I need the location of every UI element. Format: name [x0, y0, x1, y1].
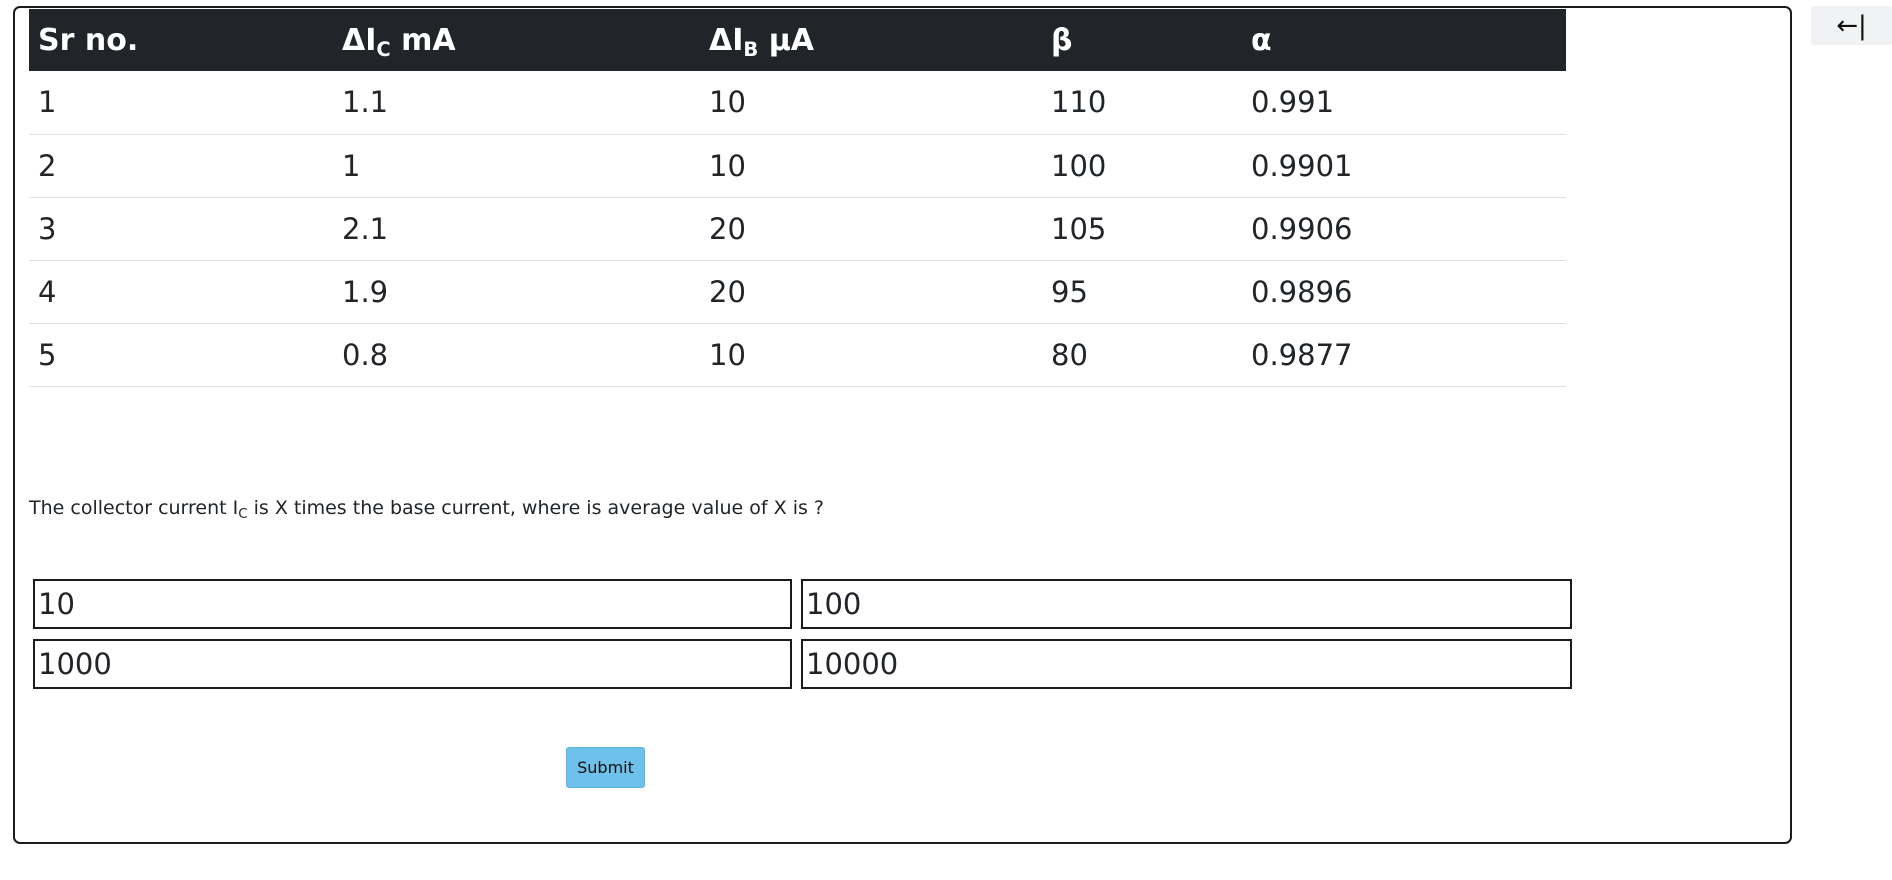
cell-alpha: 0.9901	[1242, 134, 1566, 197]
cell-ib: 20	[700, 197, 1042, 260]
question-part1: The collector current I	[29, 497, 239, 519]
cell-beta: 80	[1042, 323, 1242, 386]
cell-ib: 10	[700, 71, 1042, 134]
table-row	[29, 197, 1566, 260]
cell-alpha: 0.991	[1242, 71, 1566, 134]
header-beta: β	[1042, 9, 1242, 71]
arrow-left-bar-icon: ←|	[1836, 10, 1867, 41]
header-delta-ib-sub: B	[743, 37, 759, 61]
header-delta-ic-sub: C	[376, 37, 391, 61]
header-delta-ic	[333, 9, 700, 71]
table-row	[29, 323, 1566, 386]
cell-ic: 1.9	[333, 260, 700, 323]
cell-sr: 3	[29, 197, 333, 260]
header-delta-ic-prefix: ΔI	[342, 22, 377, 58]
observation-table	[29, 9, 1566, 387]
header-delta-ic-unit: mA	[390, 22, 456, 58]
header-alpha: α	[1242, 9, 1566, 71]
header-delta-ib	[700, 9, 1042, 71]
cell-beta: 105	[1042, 197, 1242, 260]
collapse-panel-button[interactable]	[1811, 6, 1892, 45]
cell-sr: 4	[29, 260, 333, 323]
question-part2: is X times the base current, where is average value of X is ?	[247, 497, 824, 519]
cell-beta: 100	[1042, 134, 1242, 197]
cell-beta: 95	[1042, 260, 1242, 323]
cell-sr: 2	[29, 134, 333, 197]
cell-alpha: 0.9906	[1242, 197, 1566, 260]
cell-sr: 1	[29, 71, 333, 134]
cell-sr: 5	[29, 323, 333, 386]
cell-ib: 10	[700, 323, 1042, 386]
table-row	[29, 134, 1566, 197]
question-text	[29, 497, 824, 522]
table-row	[29, 71, 1566, 134]
cell-ic: 1.1	[333, 71, 700, 134]
option-1[interactable]: 10	[33, 579, 792, 629]
cell-ic: 1	[333, 134, 700, 197]
option-4[interactable]: 10000	[801, 639, 1572, 689]
cell-alpha: 0.9877	[1242, 323, 1566, 386]
cell-ib: 10	[700, 134, 1042, 197]
cell-ic: 2.1	[333, 197, 700, 260]
option-3[interactable]: 1000	[33, 639, 792, 689]
cell-ib: 20	[700, 260, 1042, 323]
cell-beta: 110	[1042, 71, 1242, 134]
header-delta-ib-prefix: ΔI	[709, 22, 744, 58]
cell-ic: 0.8	[333, 323, 700, 386]
submit-button[interactable]: Submit	[566, 747, 645, 788]
table-row	[29, 260, 1566, 323]
table-header-row	[29, 9, 1566, 71]
header-delta-ib-unit: μA	[758, 22, 815, 58]
header-sr-no: Sr no.	[29, 9, 333, 71]
question-sub: C	[238, 506, 248, 522]
cell-alpha: 0.9896	[1242, 260, 1566, 323]
option-2[interactable]: 100	[801, 579, 1572, 629]
experiment-panel	[13, 6, 1792, 844]
